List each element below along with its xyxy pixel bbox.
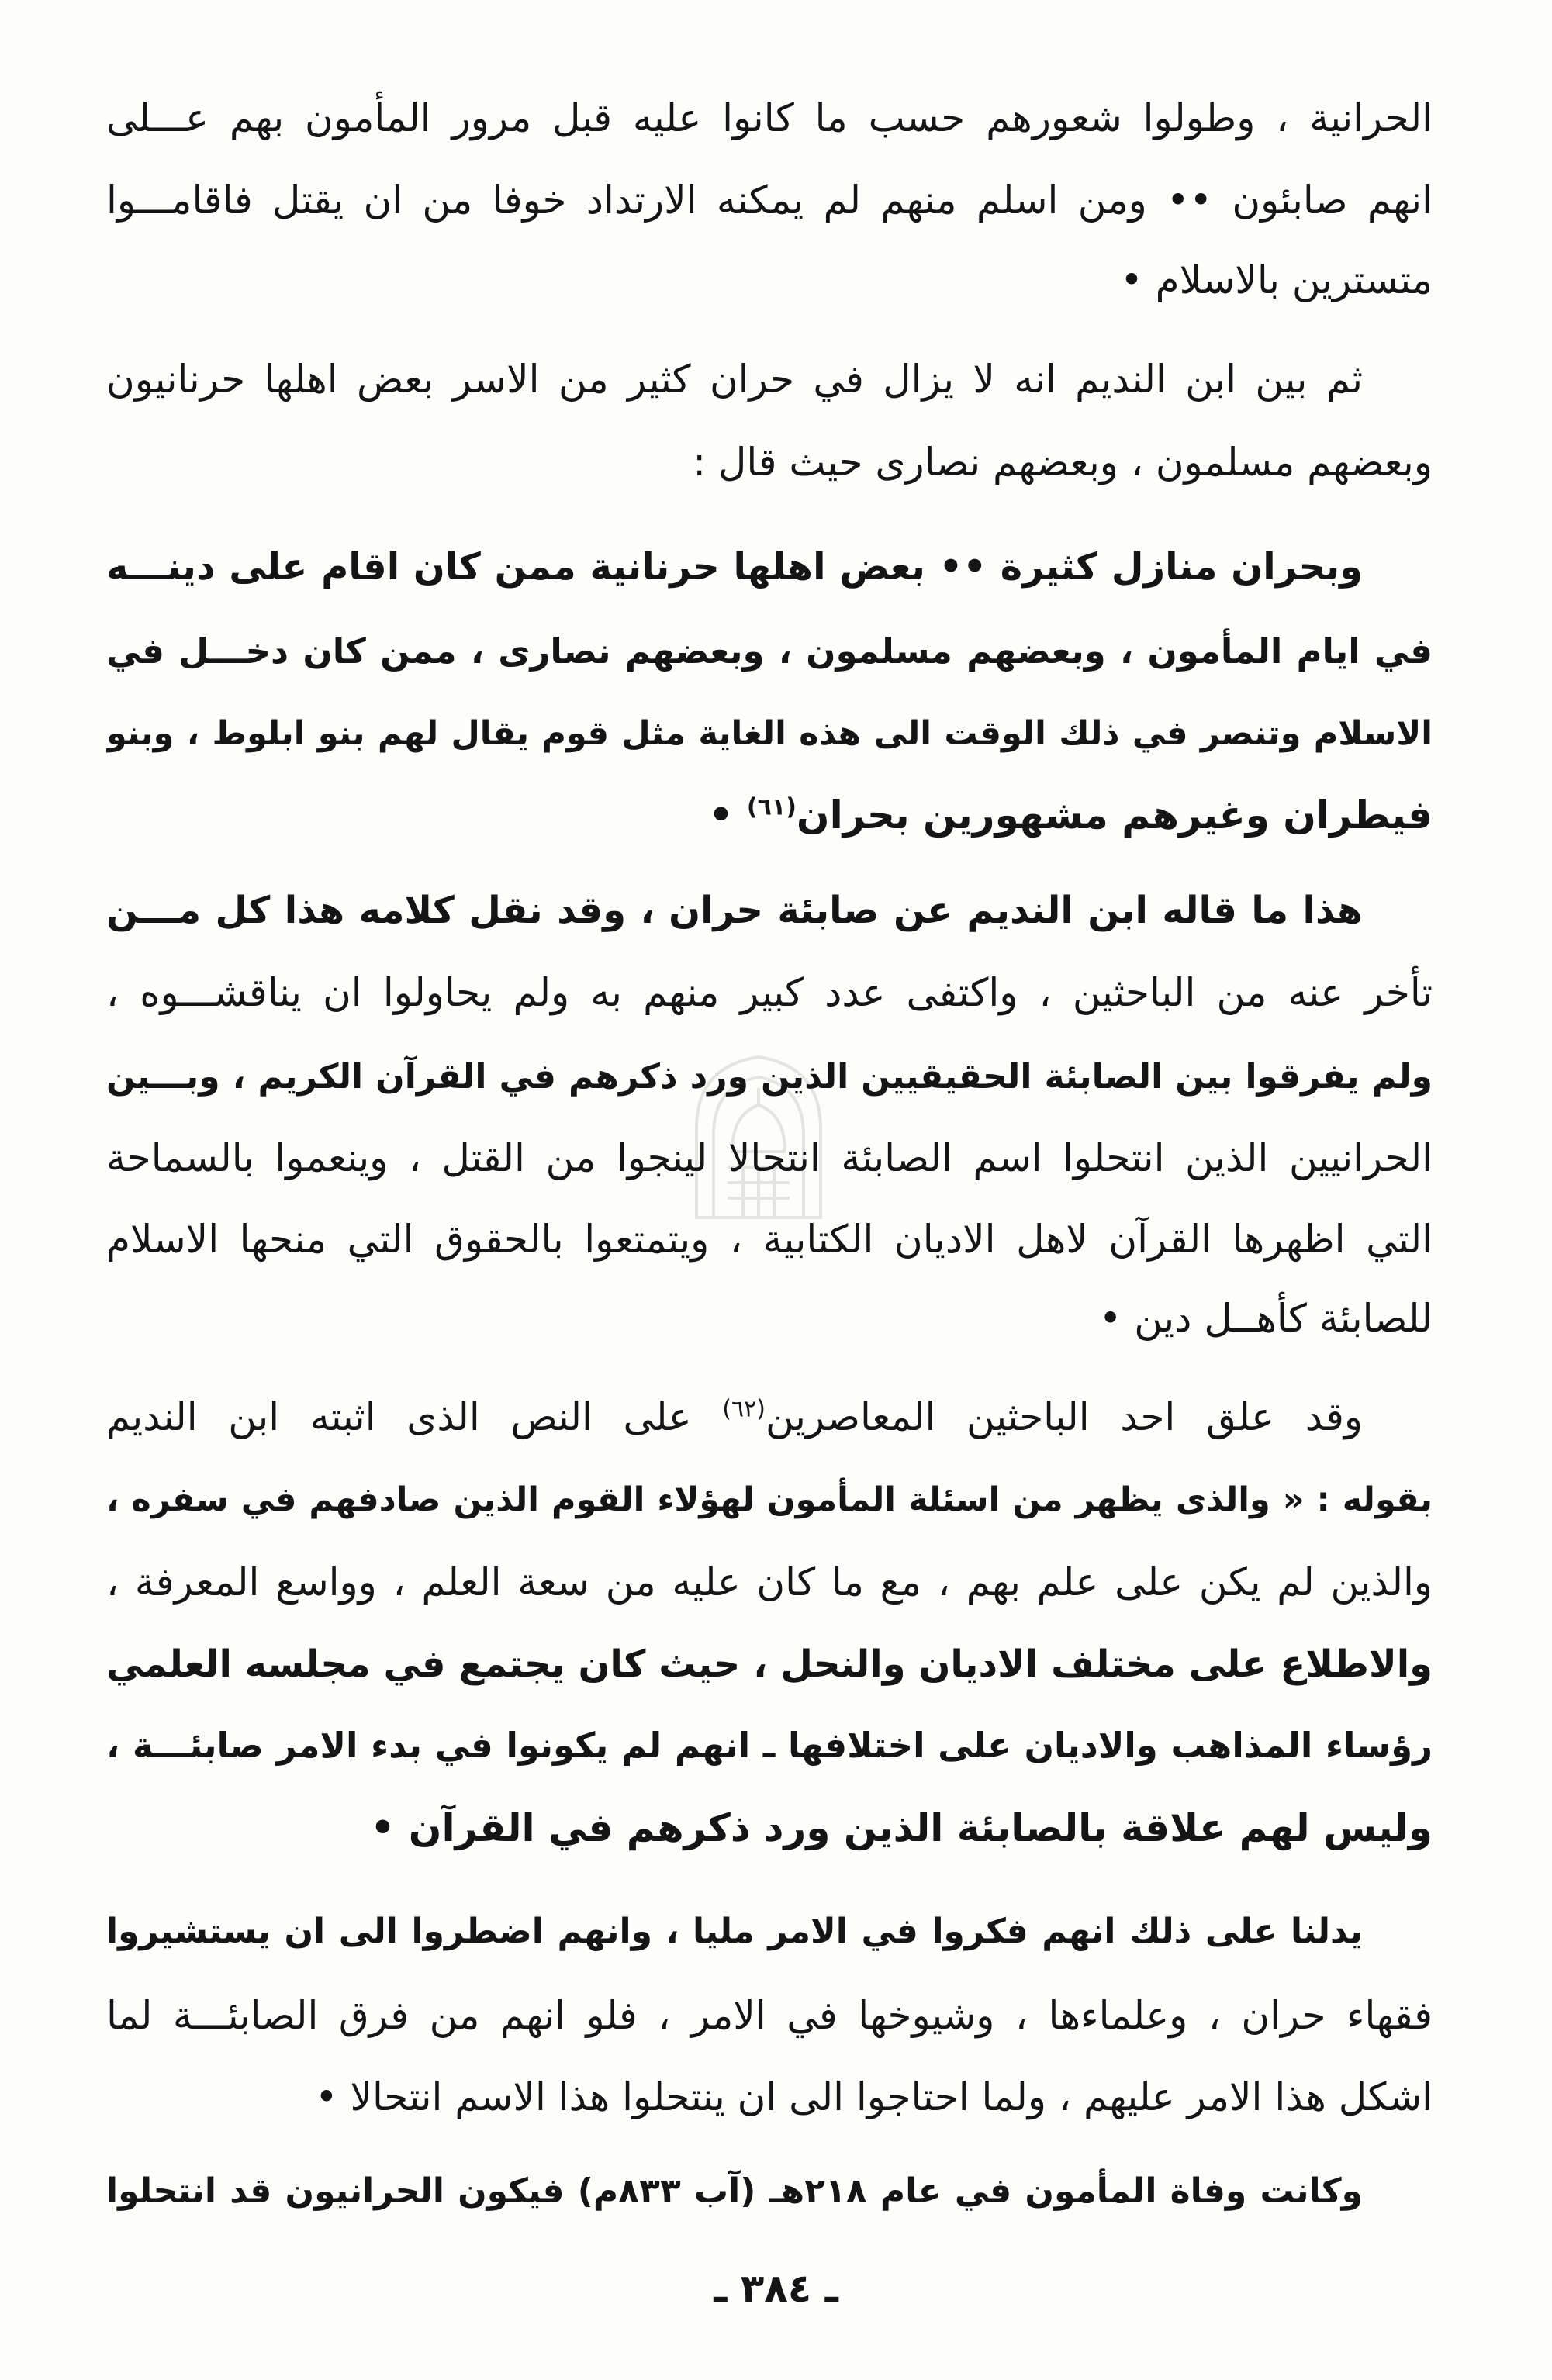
text-line <box>106 1378 1433 1456</box>
line-text-end: على النص الذى اثبته ابن النديم <box>106 1394 723 1439</box>
text-line: ثم بين ابن النديم انه لا يزال في حران كثير من الاسر بعض اهلها حرنانيون <box>106 357 1363 402</box>
text-line: في ايام المأمون ، وبعضهم مسلمون ، وبعضهم نصارى ، ممن كان دخـــل في <box>106 630 1433 672</box>
text-line: تأخر عنه من الباحثين ، واكتفى عدد كبير منهم به ولم يحاولوا ان يناقشـــوه ، <box>106 970 1433 1015</box>
text-line: وبعضهم مسلمون ، وبعضهم نصارى حيث قال : <box>693 440 1433 485</box>
text-line: وليس لهم علاقة بالصابئة الذين ورد ذكرهم في القرآن • <box>370 1805 1433 1850</box>
text-line: الحرانيين الذين انتحلوا اسم الصابئة انتحالا لينجوا من القتل ، وينعموا بالسماحة <box>106 1135 1433 1180</box>
line-text: فيطران وغيرهم مشهورين بحران <box>796 793 1433 838</box>
text-line: بقوله : « والذى يظهر من اسئلة المأمون لهؤلاء القوم الذين صادفهم في سفره ، <box>106 1480 1433 1519</box>
text-line: للصابئة كأهــل دين • <box>1098 1296 1433 1341</box>
text-line: الحرانية ، وطولوا شعورهم حسب ما كانوا عليه قبل مرور المأمون بهم عـــلى <box>106 95 1433 140</box>
text-line: يدلنا على ذلك انهم فكروا في الامر مليا ، وانهم اضطروا الى ان يستشيروا <box>106 1912 1363 1951</box>
text-line: فقهاء حران ، وعلماءها ، وشيوخها في الامر ، فلو انهم من فرق الصابئـــة لما <box>106 1993 1433 2038</box>
text-line: وبحران منازل كثيرة •• بعض اهلها حرنانية ممن كان اقام على دينـــه <box>106 545 1363 589</box>
footnote-ref: (٦١) <box>746 793 797 821</box>
text-line: ولم يفرقوا بين الصابئة الحقيقيين الذين ورد ذكرهم في القرآن الكريم ، وبـــين <box>106 1057 1433 1097</box>
page-number: ـ ٣٨٤ ـ <box>714 2266 838 2311</box>
text-line: رؤساء المذاهب والاديان على اختلافها ـ انهم لم يكونوا في بدء الامر صابئـــة ، <box>106 1725 1433 1766</box>
text-line: التي اظهرها القرآن لاهل الاديان الكتابية ، ويتمتعوا بالحقوق التي منحها الاسلام <box>106 1217 1433 1262</box>
text-line: متسترين بالاسلام • <box>1120 257 1433 302</box>
line-text: وقد علق احد الباحثين المعاصرين <box>765 1394 1363 1439</box>
footnote-ref: (٦٢) <box>722 1395 766 1423</box>
text-line: وكانت وفاة المأمون في عام ٢١٨هـ (آب ٨٣٣م) فيكون الحرانيون قد انتحلوا <box>106 2171 1363 2211</box>
text-line: هذا ما قاله ابن النديم عن صابئة حران ، وقد نقل كلامه هذا كل مـــن <box>106 889 1363 932</box>
text-line: الاسلام وتنصر في ذلك الوقت الى هذه الغاية مثل قوم يقال لهم بنو ابلوط ، وبنو <box>106 714 1433 753</box>
text-line: والذين لم يكن على علم بهم ، مع ما كان عليه من سعة العلم ، وواسع المعرفة ، <box>106 1560 1433 1605</box>
text-line <box>106 776 1433 854</box>
line-text-end: • <box>708 793 747 838</box>
text-line: اشكل هذا الامر عليهم ، ولما احتاجوا الى ان ينتحلوا هذا الاسم انتحالا • <box>315 2074 1433 2119</box>
text-line: والاطلاع على مختلف الاديان والنحل ، حيث كان يجتمع في مجلسه العلمي <box>106 1643 1433 1686</box>
text-line: انهم صابئون •• ومن اسلم منهم لم يمكنه الارتداد خوفا من ان يقتل فاقامـــوا <box>106 178 1433 223</box>
